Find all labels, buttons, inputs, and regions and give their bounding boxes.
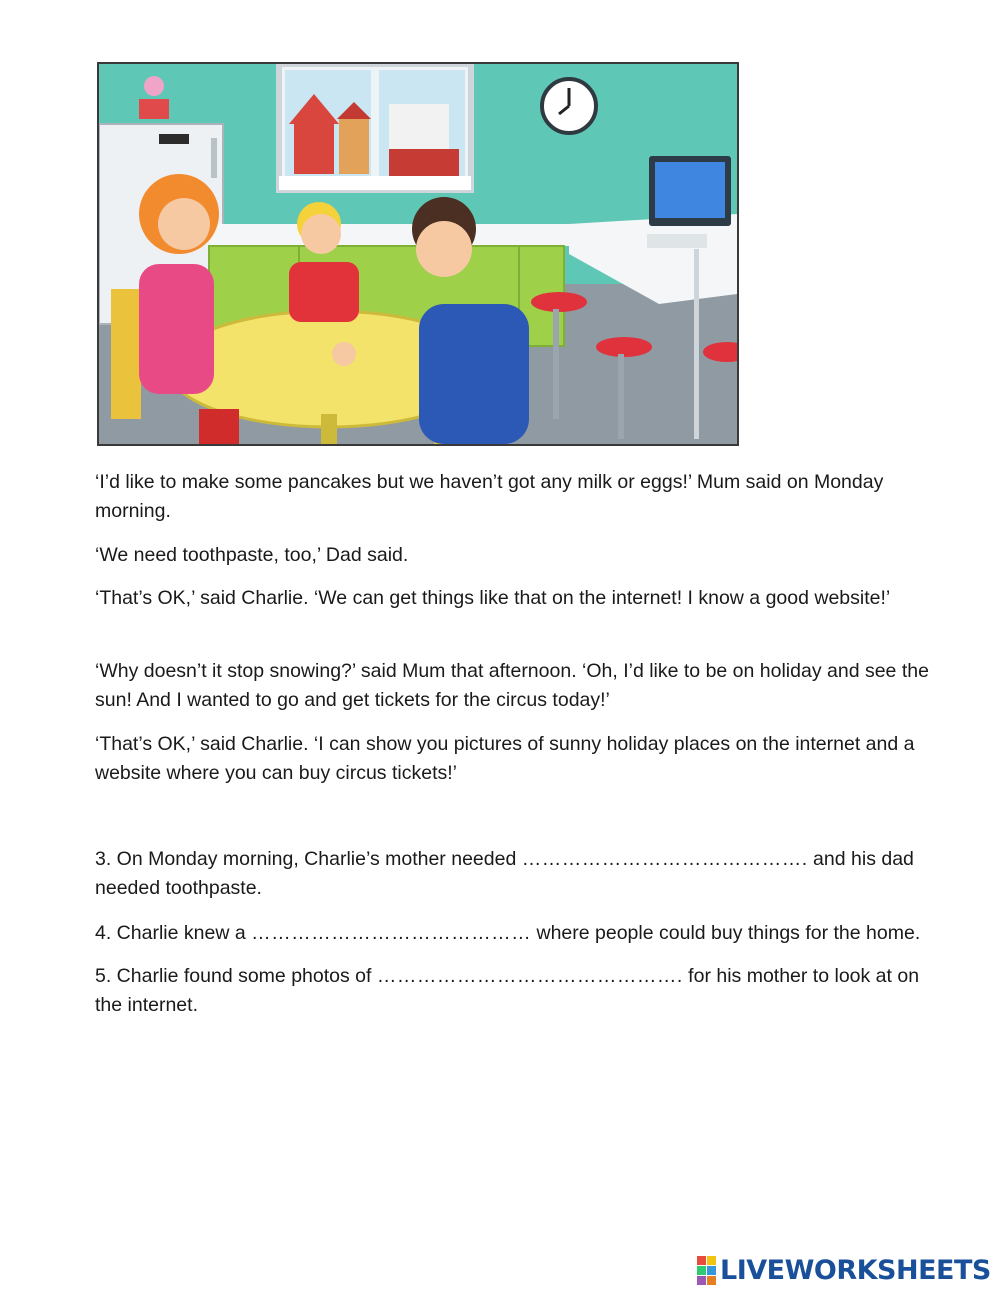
liveworksheets-brand: [697, 1254, 991, 1286]
question-4-after: where people could buy things for the home.: [531, 922, 921, 944]
passage-paragraph-1: ‘I’d like to make some pancakes but we haven’t got any milk or eggs!’ Mum said on Monday morning.: [95, 471, 884, 522]
question-4-answer-blank[interactable]: ……………………………………: [251, 922, 532, 944]
question-3-answer-blank[interactable]: …………………………………….: [521, 848, 808, 870]
kitchen-illustration: [97, 62, 739, 446]
worktop: [209, 224, 569, 246]
passage-paragraph-5: ‘That’s OK,’ said Charlie. ‘I can show you pictures of sunny holiday places on the internet and a website where you can buy circus tickets!’: [95, 733, 915, 784]
chair-left: [111, 289, 141, 419]
wall-clock: [542, 79, 596, 133]
liveworksheets-logo-icon: [697, 1256, 716, 1285]
logo-square: [697, 1266, 706, 1275]
logo-square: [707, 1266, 716, 1275]
brand-name: LIVEWORKSHEETS: [720, 1254, 991, 1286]
question-5: [95, 962, 945, 1020]
passage-paragraph-2: ‘We need toothpaste, too,’ Dad said.: [95, 544, 409, 566]
window: [279, 64, 471, 190]
question-5-answer-blank[interactable]: ……………………………………….: [376, 965, 683, 987]
question-4-before: 4. Charlie knew a: [95, 922, 252, 944]
passage-paragraph-3: ‘That’s OK,’ said Charlie. ‘We can get things like that on the internet! I know a good website!’: [95, 587, 891, 609]
passage-paragraph-4: ‘Why doesn’t it stop snowing?’ said Mum that afternoon. ‘Oh, I’d like to be on holiday and see the sun! And I wanted to go and get tickets for the circus today!’: [95, 660, 929, 711]
logo-square: [697, 1256, 706, 1265]
question-3-after: and his dad needed toothpaste.: [95, 848, 914, 899]
logo-square: [707, 1256, 716, 1265]
question-3-before: 3. On Monday morning, Charlie’s mother needed: [95, 848, 522, 870]
question-4: [95, 919, 945, 948]
question-3: [95, 845, 945, 903]
logo-square: [697, 1276, 706, 1285]
question-5-before: 5. Charlie found some photos of: [95, 965, 377, 987]
question-5-after: for his mother to look at on the internet.: [95, 965, 920, 1016]
logo-square: [707, 1276, 716, 1285]
